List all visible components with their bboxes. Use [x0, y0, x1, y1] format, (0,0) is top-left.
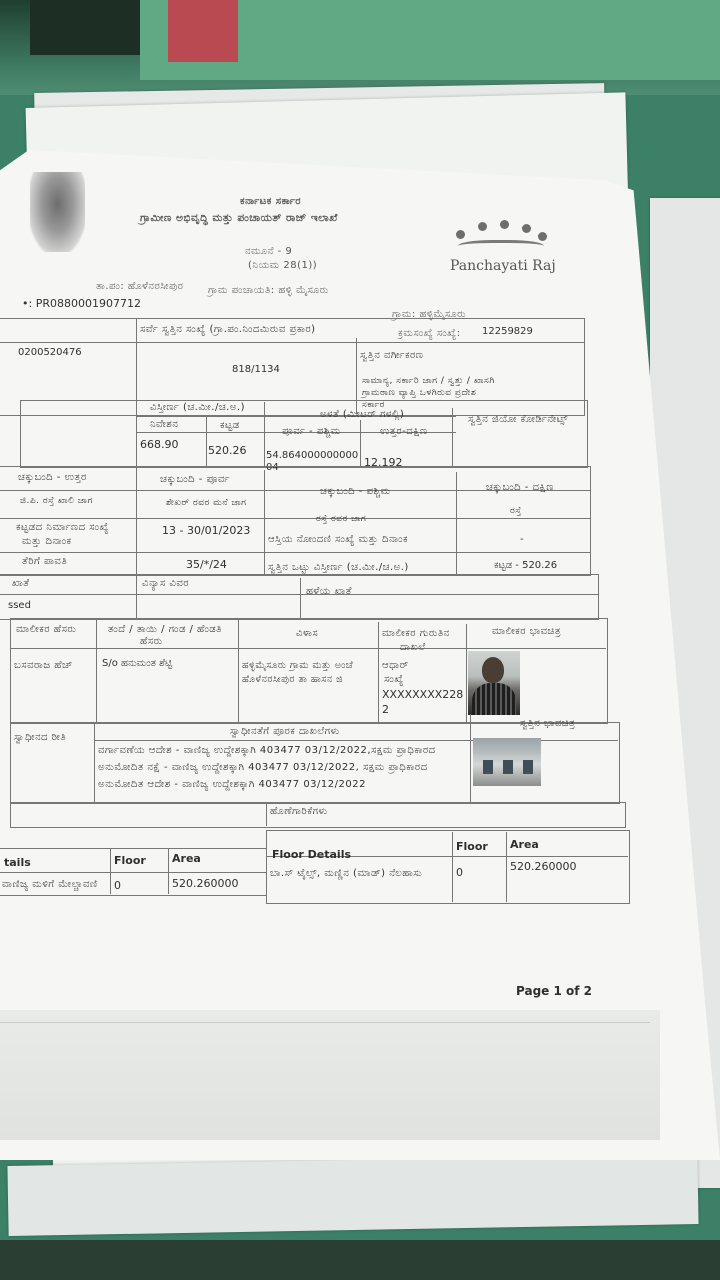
owner-name: ಬಸವರಾಜ ಹೆಚ್ [14, 660, 73, 671]
west-value: ರಸ್ತೆ ರವರ ಜಾಗ [316, 514, 367, 524]
layout-type-label: ವಿನ್ಯಾಸ ವಿವರ [142, 578, 190, 589]
registry-number: 12259829 [482, 326, 533, 337]
registry-label: ಕ್ರಮಸಂಖ್ಯೆ ಸಂಖ್ಯೆ: [398, 328, 461, 339]
transfer-line-3: ಅನುಮೋದಿತ ಆದೇಶ - ವಾಣಿಜ್ಯ ಉದ್ದೇಶಕ್ಕಾಗಿ 403477 03/12/2022 [98, 779, 366, 790]
south-label: ಚಕ್ಕುಬಂದಿ - ದಕ್ಷಿಣ [486, 482, 554, 493]
left-floor-details-header: tails [4, 856, 31, 869]
right-floor-value: 0 [456, 866, 463, 879]
owner-header-id: ಮಾಲೀಕರ ಗುರುತಿನ [382, 628, 450, 639]
transfer-photo-label: ಸ್ವತ್ತಿನ ಭಾವಚಿತ್ರ [520, 718, 576, 729]
tax-label: ತೆರಿಗೆ ಪಾವತಿ [22, 556, 68, 567]
meta-village: ಗ್ರಾಮ: ಹಳ್ಳಿಮೈಸೂರು [392, 309, 467, 320]
ratio-value: ಕಟ್ಟಡ - 520.26 [494, 560, 558, 571]
owner-header-name: ಮಾಲೀಕರ ಹೆಸರು [16, 624, 77, 635]
transfer-left-label: ಸ್ವಾಧೀನದ ರೀತಿ [14, 732, 67, 743]
meta-gp: ಗ್ರಾಮ ಪಂಚಾಯತಿ: ಹಳ್ಳಿ ಮೈಸೂರು [208, 285, 329, 296]
measure-header: ಅಳತೆ (ಮೀಟರ್ ಗಳಲ್ಲಿ) [320, 409, 405, 420]
approval-label-2: ಮತ್ತು ದಿನಾಂಕ [22, 536, 72, 547]
reg-label: ಆಸ್ತಿಯ ನೋಂದಣಿ ಸಂಖ್ಯೆ ಮತ್ತು ದಿನಾಂಕ [268, 534, 408, 545]
left-floor-details: ವಾಣಿಜ್ಯ ಮಳಿಗೆ ಮೇಲ್ಚಾವಣಿ [2, 879, 98, 890]
site-label: ನಿವೇಶನ [150, 419, 179, 430]
property-id: •: PR0880001907712 [22, 297, 141, 310]
reg-value: - [520, 534, 524, 545]
left-floor-header: Floor [114, 854, 146, 867]
meta-taluk: ತಾ.ಪಂ: ಹೊಳೆನರಸೀಪುರ [96, 281, 184, 292]
south-value: ರಸ್ತೆ [510, 506, 522, 516]
type-header: ಸ್ವತ್ತಿನ ವರ್ಗೀಕರಣ [360, 350, 424, 361]
owner-id-value-2: 2 [382, 703, 389, 716]
page-number: Page 1 of 2 [516, 984, 592, 998]
property-photo [473, 738, 541, 786]
header-form: ನಮೂನೆ - 9 [245, 246, 293, 257]
west-label: ಚಕ್ಕುಬಂದಿ - ಪಶ್ಚಿಮ [320, 486, 391, 497]
approval-value: 13 - 30/01/2023 [162, 524, 251, 537]
owner-address-2: ಹೊಳೆನರಸೀಪುರ ತಾ ಹಾಸನ ಜಿ [242, 674, 344, 685]
type-text-2: ಗ್ರಾಮಠಾಣ ವ್ಯಾಪ್ತಿ ಒಳಗಿರುವ ಪ್ರದೇಶ [362, 388, 477, 398]
left-id: 0200520476 [18, 347, 82, 358]
owner-header-relation-name: ಹೆಸರು [140, 636, 163, 647]
approval-label-1: ಕಟ್ಟಡದ ನಿರ್ಮಾಣದ ಸಂಖ್ಯೆ [16, 522, 110, 533]
north-label: ಚಕ್ಕುಬಂದಿ - ಉತ್ತರ [18, 472, 87, 483]
right-area-value: 520.260000 [510, 860, 577, 873]
owner-header-relation: ತಂದೆ / ತಾಯಿ / ಗಂಡ / ಹೆಂಡತಿ [108, 624, 222, 635]
state-emblem-icon [30, 172, 85, 252]
assessed-label: ssed [8, 600, 31, 611]
khata-label: ಖಾತೆ [12, 578, 30, 589]
built-label: ಕಟ್ಟಡ [220, 420, 240, 431]
east-label: ಚಕ್ಕುಬಂದಿ - ಪೂರ್ವ [160, 474, 230, 485]
owner-address-1: ಹಳ್ಳಿಮೈಸೂರು ಗ್ರಾಮ ಮತ್ತು ಅಂಚೆ [242, 660, 354, 671]
survey-number: 818/1134 [232, 364, 280, 375]
owner-header-photo: ಮಾಲೀಕರ ಭಾವಚಿತ್ರ [492, 626, 561, 637]
site-area: 668.90 [140, 438, 179, 451]
owner-photo [468, 651, 520, 715]
brand-text: Panchayati Raj [450, 258, 556, 274]
built-area: 520.26 [208, 444, 247, 457]
panchayati-raj-logo-icon [448, 218, 548, 258]
right-area-header: Area [510, 838, 539, 851]
header-department: ಗ್ರಾಮೀಣ ಅಭಿವೃದ್ಧಿ ಮತ್ತು ಪಂಚಾಯತ್ ರಾಜ್ ಇಲಾಖೆ [140, 212, 338, 224]
left-area-header: Area [172, 852, 201, 865]
owner-relation: S/o ಹನುಮಂತ ಶೆಟ್ಟಿ [102, 658, 173, 669]
ratio-label: ಸ್ವತ್ತಿನ ಒಟ್ಟು ವಿಸ್ತೀರ್ಣ (ಚ.ಮೀ./ಚ.ಅ.) [268, 562, 409, 573]
type-text-3: ಸರ್ಕಾರ [362, 400, 385, 410]
tax-value: 35/*/24 [186, 558, 227, 571]
dim-header: ವಿಸ್ತೀರ್ಣ (ಚ.ಮೀ./ಚ.ಅ.) [150, 402, 246, 413]
khata-prev: ಹಳೆಯ ಖಾತೆ [306, 586, 352, 597]
right-floor-details: ಬಾ.ಸ್ ಟೈಲ್ಸ್, ಮಣ್ಣಿನ (ಮಾಡ್) ನೆಲಹಾಸು [270, 868, 423, 879]
owner-id-value: XXXXXXXX228 [382, 688, 464, 701]
ns-value: 12.192 [364, 456, 403, 469]
transfer-line-2: ಅನುಮೋದಿತ ನಕ್ಷೆ - ವಾಣಿಜ್ಯ ಉದ್ದೇಶಕ್ಕಾಗಿ 403477 03/12/2022, ಸಕ್ಷಮ ಪ್ರಾಧಿಕಾರದ [98, 762, 428, 773]
left-floor-value: 0 [114, 879, 121, 892]
ew-label: ಪೂರ್ವ - ಪಶ್ಚಿಮ [282, 426, 341, 437]
header-rule: (ನಿಯಮ 28(1)) [248, 260, 318, 271]
owner-id-2: ಸಂಖ್ಯೆ [384, 674, 404, 685]
right-floor-details-header: Floor Details [272, 848, 352, 861]
ew-value: 54.86400000000004 [266, 450, 359, 473]
coord-label: ಸ್ವತ್ತಿನ ಜಿಯೋ ಕೋರ್ಡಿನೇಟ್ಸ್ [468, 414, 568, 425]
liabilities-label: ಹೊಣೆಗಾರಿಕೆಗಳು [270, 806, 328, 817]
right-floor-header: Floor [456, 840, 488, 853]
transfer-header: ಸ್ವಾಧೀನತೆಗೆ ಪೂರಕ ದಾಖಲೆಗಳು [230, 726, 340, 737]
ns-label: ಉತ್ತರ-ದಕ್ಷಿಣ [380, 426, 428, 437]
owner-header-doc: ದಾಖಲೆ [400, 642, 426, 653]
north-value: ಜಿ.ಪಿ. ರಸ್ತೆ ಖಾಲಿ ಜಾಗ [20, 496, 93, 506]
transfer-line-1: ವರ್ಗಾವಣೆಯ ಆದೇಶ - ವಾಣಿಜ್ಯ ಉದ್ದೇಶಕ್ಕಾಗಿ 403477 03/12/2022,ಸಕ್ಷಮ ಪ್ರಾಧಿಕಾರದ [98, 745, 436, 756]
left-area-value: 520.260000 [172, 877, 239, 890]
type-text-1: ಸಾಮಾನ್ಯ, ಸರ್ಕಾರಿ ಜಾಗ / ಸ್ವತ್ತು / ಖಾಸಗಿ [362, 376, 495, 386]
owner-id-1: ಆಧಾರ್ [382, 660, 409, 671]
survey-header: ಸರ್ವೆ ಸ್ವತ್ತಿನ ಸಂಖ್ಯೆ (ಗ್ರಾ.ಪಂ.ನಿಂದಮಿರುವ ಪ್ರಕಾರ) [140, 324, 316, 335]
east-value: ಶೇಖರ್ ರವರ ಮನೆ ಜಾಗ [166, 498, 247, 508]
header-state: ಕರ್ನಾಟಕ ಸರ್ಕಾರ [240, 196, 302, 207]
owner-header-address: ವಿಳಾಸ [296, 628, 319, 639]
